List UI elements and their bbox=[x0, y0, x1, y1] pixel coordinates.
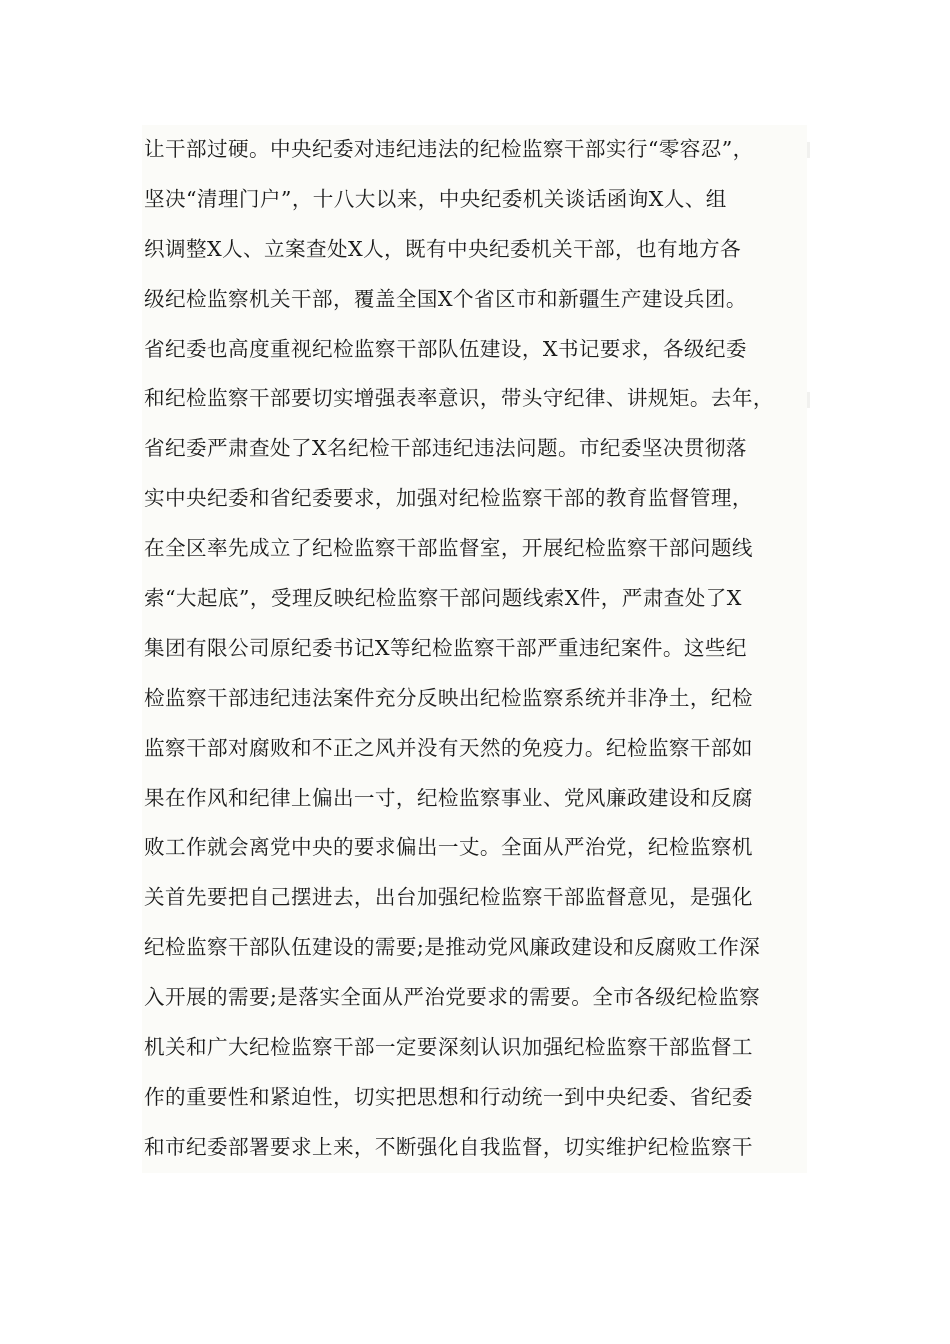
text-line: 作的重要性和紧迫性，切实把思想和行动统一到中央纪委、省纪委 bbox=[144, 1084, 753, 1109]
margin-mark bbox=[807, 142, 810, 158]
text-line: 索“大起底”，受理反映纪检监察干部问题线索X件，严肃查处了X bbox=[144, 586, 742, 611]
text-line: 和市纪委部署要求上来，不断强化自我监督，切实维护纪检监察干 bbox=[144, 1134, 753, 1159]
text-line: 关首先要把自己摆进去，出台加强纪检监察干部监督意见，是强化 bbox=[144, 885, 753, 910]
text-line: 机关和广大纪检监察干部一定要深刻认识加强纪检监察干部监督工 bbox=[144, 1035, 753, 1060]
text-line: 纪检监察干部队伍建设的需要;是推动党风廉政建设和反腐败工作深 bbox=[144, 935, 761, 960]
text-line: 和纪检监察干部要切实增强表率意识，带头守纪律、讲规矩。去年， bbox=[144, 386, 774, 411]
text-line: 在全区率先成立了纪检监察干部监督室，开展纪检监察干部问题线 bbox=[144, 536, 753, 561]
text-line: 省纪委也高度重视纪检监察干部队伍建设，X书记要求，各级纪委 bbox=[144, 336, 747, 361]
text-line: 让干部过硬。中央纪委对违纪违法的纪检监察干部实行“零容忍”， bbox=[144, 137, 754, 161]
text-line: 织调整X人、立案查处X人，既有中央纪委机关干部，也有地方各 bbox=[144, 236, 741, 261]
text-line: 坚决“清理门户”，十八大以来，中央纪委机关谈话函询X人、组 bbox=[144, 186, 727, 211]
text-line: 败工作就会离党中央的要求偏出一丈。全面从严治党，纪检监察机 bbox=[144, 835, 753, 860]
margin-mark bbox=[807, 392, 810, 408]
text-line: 省纪委严肃查处了X名纪检干部违纪违法问题。市纪委坚决贯彻落 bbox=[144, 436, 747, 461]
text-line: 入开展的需要;是落实全面从严治党要求的需要。全市各级纪检监察 bbox=[144, 985, 761, 1010]
text-line: 级纪检监察机关干部，覆盖全国X个省区市和新疆生产建设兵团。 bbox=[144, 286, 747, 311]
body-text-block bbox=[142, 125, 807, 1173]
text-line: 果在作风和纪律上偏出一寸，纪检监察事业、党风廉政建设和反腐 bbox=[144, 785, 753, 810]
text-line: 集团有限公司原纪委书记X等纪检监察干部严重违纪案件。这些纪 bbox=[144, 635, 747, 660]
text-line: 检监察干部违纪违法案件充分反映出纪检监察系统并非净土，纪检 bbox=[144, 685, 753, 710]
text-line: 监察干部对腐败和不正之风并没有天然的免疫力。纪检监察干部如 bbox=[144, 735, 753, 760]
text-line: 实中央纪委和省纪委要求，加强对纪检监察干部的教育监督管理， bbox=[144, 486, 753, 511]
